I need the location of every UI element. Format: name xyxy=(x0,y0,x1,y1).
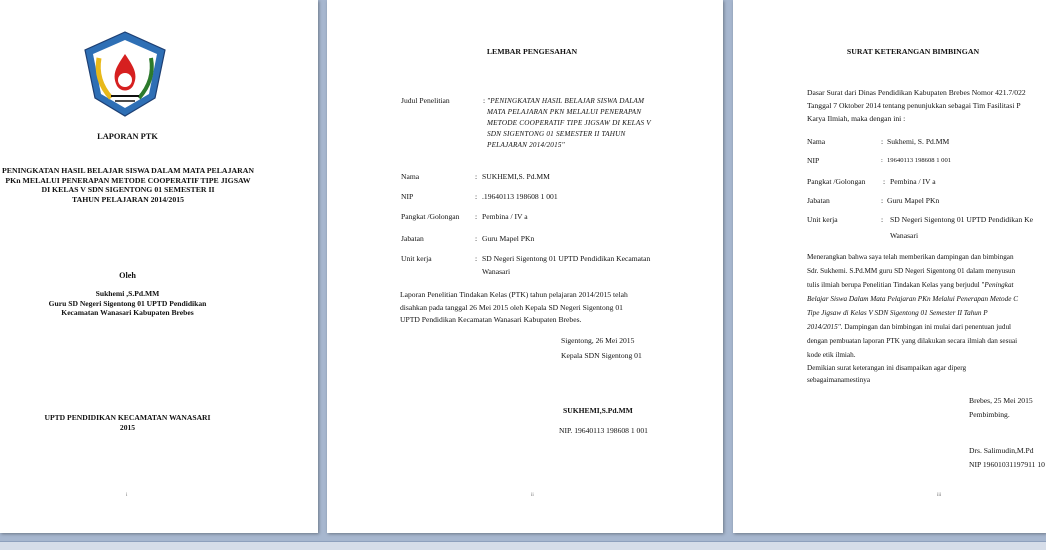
paragraph-text: tulis ilmiah berupa Penelitian Tindakan Kelas yang berjudul " xyxy=(807,281,985,289)
place-date: Sigentong, 26 Mei 2015 xyxy=(561,336,635,345)
jabatan-value: Guru Mapel PKn xyxy=(887,196,940,205)
nama-value: Sukhemi, S. Pd.MM xyxy=(887,137,950,146)
letter-intro xyxy=(807,86,1026,125)
cover-footer xyxy=(0,413,255,433)
subtitle-line: PENINGKATAN HASIL BELAJAR SISWA DALAM MATA PELAJARAN xyxy=(2,166,254,175)
closing-paragraph xyxy=(807,362,966,386)
nip-label: NIP xyxy=(401,192,414,201)
unit-value-cont: Wanasari xyxy=(890,231,919,240)
nama-separator: : xyxy=(881,137,884,146)
intro-line: Karya Ilmiah, maka dengan ini : xyxy=(807,114,906,123)
paragraph-italic-text: 2014/2015". xyxy=(807,323,843,331)
paragraph-line xyxy=(807,320,1018,334)
paragraph-line: kode etik ilmiah. xyxy=(807,351,856,359)
page-number: ii xyxy=(531,493,534,498)
nip-separator: : xyxy=(881,157,883,164)
paragraph-line: dengan pembuatan laporan PTK yang dilakukan secara ilmiah dan sesuai xyxy=(807,337,1018,345)
judul-label: Judul Penelitian xyxy=(401,96,450,105)
nama-label: Nama xyxy=(401,172,420,181)
signer-name: SUKHEMI,S.Pd.MM xyxy=(563,406,633,415)
jabatan-value: Guru Mapel PKn xyxy=(482,234,535,243)
paragraph-italic-text: Peningkat xyxy=(984,281,1014,289)
judul-line: "PENINGKATAN HASIL BELAJAR SISWA DALAM xyxy=(487,97,645,105)
institution-name: UPTD PENDIDIKAN KECAMATAN WANASARI xyxy=(44,413,211,422)
paragraph-line: Sdr. Sukhemi. S.Pd.MM guru SD Negeri Sigentong 01 dalam menyusun xyxy=(807,267,1016,275)
unit-value-cont: Wanasari xyxy=(482,267,511,276)
paragraph-line: Demikian surat keterangan ini disampaikan agar diperg xyxy=(807,364,967,372)
signer-position: Kepala SDN Sigentong 01 xyxy=(561,351,642,360)
nip-value: .19640113 198608 1 001 xyxy=(482,192,558,201)
school-logo-emblem xyxy=(77,28,173,120)
judul-line: MATA PELAJARAN PKN MELALUI PENERAPAN xyxy=(487,108,642,116)
approval-paragraph xyxy=(400,289,628,327)
signer-nip: NIP 19601031197911 10 xyxy=(969,460,1045,469)
subtitle-line: TAHUN PELAJARAN 2014/2015 xyxy=(71,194,185,204)
document-page-cover xyxy=(0,0,318,533)
author-line: Kecamatan Wanasari Kabupaten Brebes xyxy=(61,308,194,318)
nip-label: NIP xyxy=(807,156,820,165)
author-name: Sukhemi ,S.Pd.MM xyxy=(95,289,160,298)
intro-line: Tanggal 7 Oktober 2014 tentang penunjukkan sebagai Tim Fasilitasi P xyxy=(807,101,1021,110)
judul-line: METODE COOPERATIF TIPE JIGSAW DI KELAS V xyxy=(487,119,651,127)
paragraph-line: Tipe Jigsaw di Kelas V SDN Sigentong 01 Semester II Tahun P xyxy=(807,309,988,317)
unit-label: Unit kerja xyxy=(807,215,838,224)
author-block xyxy=(0,289,255,318)
page-number: i xyxy=(126,493,128,498)
nip-separator: : xyxy=(475,192,478,201)
signer-position: Pembimbing. xyxy=(969,410,1010,419)
paragraph-line: UPTD Pendidikan Kecamatan Wanasari Kabupaten Brebes. xyxy=(400,315,582,324)
report-subtitle xyxy=(0,166,262,204)
subtitle-line: DI KELAS V SDN SIGENTONG 01 SEMESTER II xyxy=(41,185,215,195)
approval-title: LEMBAR PENGESAHAN xyxy=(486,47,578,56)
letter-paragraph xyxy=(807,250,1018,362)
judul-line: PELAJARAN 2014/2015" xyxy=(487,141,565,149)
document-page-approval xyxy=(327,0,723,533)
pangkat-value: Pembina / IV a xyxy=(890,177,936,186)
jabatan-label: Jabatan xyxy=(807,196,830,205)
judul-separator: : xyxy=(483,96,486,105)
unit-label: Unit kerja xyxy=(401,254,432,263)
nama-label: Nama xyxy=(807,137,826,146)
pangkat-separator: : xyxy=(883,177,886,186)
unit-separator: : xyxy=(881,215,884,224)
pangkat-value: Pembina / IV a xyxy=(482,212,528,221)
subtitle-line: PKn MELALUI PENERAPAN METODE COOPERATIF TIPE JIGSAW xyxy=(5,175,251,185)
jabatan-separator: : xyxy=(881,196,884,205)
letter-title: SURAT KETERANGAN BIMBINGAN xyxy=(846,47,980,56)
paragraph-line: disahkan pada tanggal 26 Mei 2015 oleh Kepala SD Negeri Sigentong 01 xyxy=(400,302,623,312)
pangkat-label: Pangkat /Golongan xyxy=(401,212,460,221)
signer-name: Drs. Salimudin,M.Pd xyxy=(969,446,1034,455)
author-line: Guru SD Negeri Sigentong 01 UPTD Pendidikan xyxy=(48,298,207,308)
pangkat-separator: : xyxy=(475,212,478,221)
place-date: Brebes, 25 Mei 2015 xyxy=(969,396,1033,405)
report-title: LAPORAN PTK xyxy=(97,132,158,141)
jabatan-label: Jabatan xyxy=(401,234,424,243)
year: 2015 xyxy=(119,423,136,432)
paragraph-text: Dampingan dan bimbingan ini mulai dari penentuan judul xyxy=(842,323,1012,331)
paragraph-line xyxy=(807,278,1018,292)
paragraph-line: Belajar Siswa Dalam Mata Pelajaran PKn Melalui Penerapan Metode C xyxy=(807,295,1019,303)
paragraph-line: Laporan Penelitian Tindakan Kelas (PTK) tahun pelajaran 2014/2015 telah xyxy=(400,290,628,299)
paragraph-line: sebagaimanamestinya xyxy=(807,376,871,384)
intro-line: Dasar Surat dari Dinas Pendidikan Kabupaten Brebes Nomor 421.7/022 xyxy=(807,88,1026,97)
pangkat-label: Pangkat /Golongan xyxy=(807,177,866,186)
oleh-label: Oleh xyxy=(119,271,136,280)
unit-value: SD Negeri Sigentong 01 UPTD Pendidikan Kecamatan xyxy=(482,254,651,263)
unit-value: SD Negeri Sigentong 01 UPTD Pendidikan Ke xyxy=(890,215,1034,224)
judul-line: SDN SIGENTONG 01 SEMESTER II TAHUN xyxy=(487,130,626,138)
document-page-guidance-letter xyxy=(733,0,1046,533)
page-number: iii xyxy=(937,493,942,498)
judul-value xyxy=(487,96,651,151)
jabatan-separator: : xyxy=(475,234,478,243)
signer-nip: NIP. 19640113 198608 1 001 xyxy=(559,426,648,435)
unit-separator: : xyxy=(475,254,478,263)
nama-value: SUKHEMI,S. Pd.MM xyxy=(482,172,550,181)
nip-value: 19640113 198608 1 001 xyxy=(887,157,952,164)
nama-separator: : xyxy=(475,172,478,181)
paragraph-line: Menerangkan bahwa saya telah memberikan dampingan dan bimbingan xyxy=(807,253,1014,261)
